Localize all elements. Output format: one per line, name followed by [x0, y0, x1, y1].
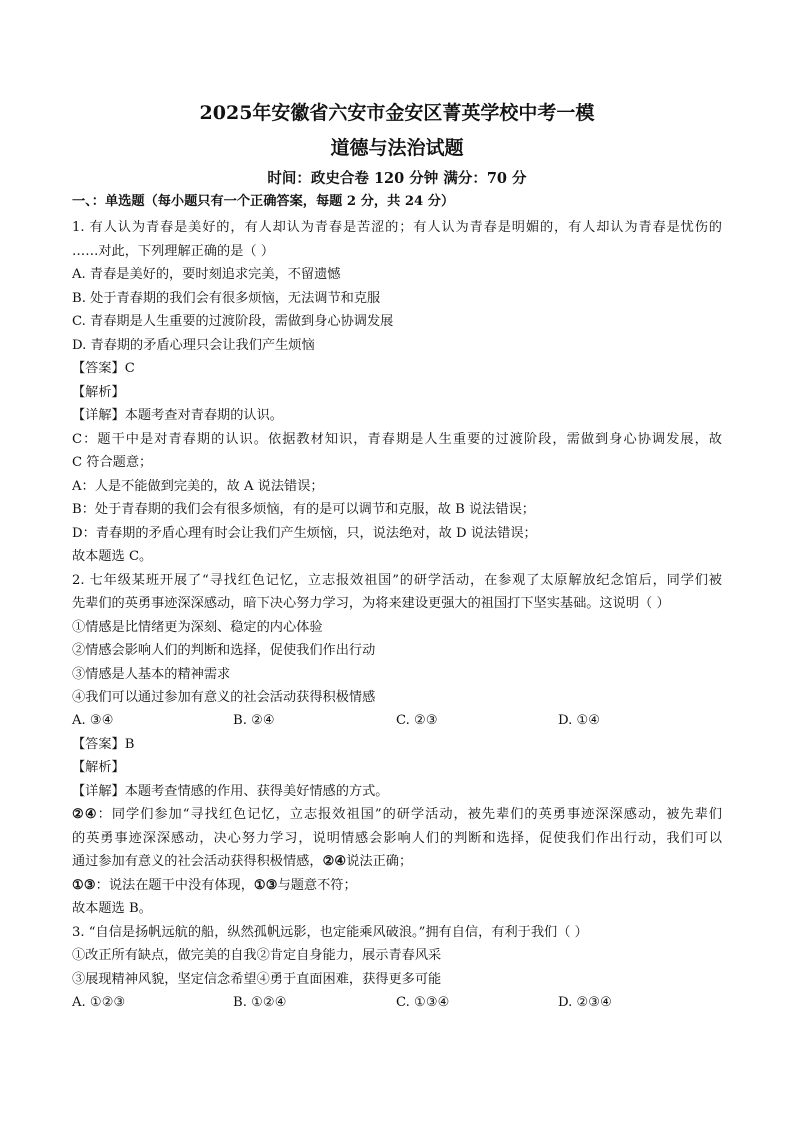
q2-statement-3: ③情感是人基本的精神需求 — [72, 667, 231, 682]
q3-statements-3-4: ③展现精神风貌，坚定信念希望④勇于直面困难，获得更多可能 — [72, 972, 442, 987]
q2-explanation-mark: ①③ — [253, 878, 278, 893]
q2-explanation-mark: ②④ — [72, 807, 98, 822]
q1-explanation-b: B：处于青春期的我们会有很多烦恼，有的是可以调节和克服，故 B 说法错误； — [72, 502, 535, 517]
q1-answer: 【答案】C — [72, 361, 135, 376]
q2-explanation-mark: ①③ — [72, 878, 96, 893]
q2-option-a: A. ③④ — [72, 713, 114, 728]
q1-option-d: D. 青春期的矛盾心理只会让我们产生烦恼 — [72, 338, 315, 353]
q3-stem: 3. “自信是扬帆远航的船，纵然孤帆远影，也定能乘风破浪。”拥有自信，有利于我们（ ） — [72, 925, 588, 940]
q2-stem-line1: 2. 七年级某班开展了“寻找红色记忆，立志报效祖国”的研学活动，在参观了太原解放纪念馆后，同学们被 — [72, 573, 722, 588]
q1-analysis-label: 【解析】 — [72, 385, 125, 400]
q2-explanation-line2: 的英勇事迹深深感动，决心努力学习，说明情感会影响人们的判断和选择，促使我们作出行动，我们可以 — [72, 831, 722, 846]
q1-explanation-d: D：青春期的矛盾心理有时会让我们产生烦恼，只，说法绝对，故 D 说法错误； — [72, 526, 537, 541]
q2-explanation-line4 — [72, 877, 722, 895]
q2-stem-line2: 先辈们的英勇事迹深深感动，暗下决心努力学习，为将来建设更强大的祖国打下坚实基础。这说明（ ） — [72, 596, 670, 611]
q3-option-c: C. ①③④ — [396, 995, 450, 1010]
q1-stem-line2: ……对此，下列理解正确的是（ ） — [72, 244, 275, 259]
q2-explanation-mark: ②④ — [322, 854, 347, 869]
q1-option-c: C. 青春期是人生重要的过渡阶段，需做到身心协调发展 — [72, 314, 394, 329]
section-heading: 一、：单选题（每小题只有一个正确答案，每题 2 分，共 24 分） — [72, 194, 455, 209]
q2-statement-1: ①情感是比情绪更为深刻、稳定的内心体验 — [72, 620, 323, 635]
q1-stem-line1: 1. 有人认为青春是美好的，有人却认为青春是苦涩的；有人认为青春是明媚的，有人却认为青春是忧伤的 — [72, 220, 722, 235]
exam-subject: 道德与法治试题 — [330, 137, 464, 159]
q1-option-a: A. 青春是美好的，要时刻追求完美，不留遗憾 — [72, 267, 341, 282]
q2-detail: 【详解】本题考查情感的作用、获得美好情感的方式。 — [72, 784, 389, 799]
q2-analysis-label: 【解析】 — [72, 760, 125, 775]
exam-title: 2025年安徽省六安市金安区菁英学校中考一模 — [199, 102, 595, 124]
q2-answer: 【答案】B — [72, 737, 135, 752]
q1-explanation-c-cont: C 符合题意； — [72, 455, 153, 470]
q2-conclusion: 故本题选 B。 — [72, 901, 152, 916]
q1-explanation-a: A：人是不能做到完美的，故 A 说法错误； — [72, 479, 324, 494]
q2-option-b: B. ②④ — [233, 713, 275, 728]
q2-statement-2: ②情感会影响人们的判断和选择，促使我们作出行动 — [72, 643, 376, 658]
q2-explanation-text: 通过参加有意义的社会活动获得积极情感， — [72, 854, 323, 869]
q2-explanation-text: ：同学们参加“寻找红色记忆，立志报效祖国”的研学活动，被先辈们的英勇事迹深深感动，被先辈们 — [97, 807, 722, 822]
q2-statement-4: ④我们可以通过参加有意义的社会活动获得积极情感 — [72, 690, 376, 705]
q3-option-d: D. ②③④ — [558, 995, 612, 1010]
q1-detail: 【详解】本题考查对青春期的认识。 — [72, 408, 283, 423]
q3-option-b: B. ①②④ — [233, 995, 287, 1010]
q1-conclusion: 故本题选 C。 — [72, 549, 153, 564]
q2-explanation-tail: 说法正确； — [346, 854, 413, 869]
q2-explanation-line3 — [72, 853, 722, 871]
q2-explanation-text: ：说法在题干中没有体现， — [95, 878, 254, 893]
exam-info: 时间：政史合卷 120 分钟 满分：70 分 — [267, 170, 527, 187]
q1-option-b: B. 处于青春期的我们会有很多烦恼，无法调节和克服 — [72, 291, 381, 306]
q3-statements-1-2: ①改正所有缺点，做完美的自我②肯定自身能力，展示青春风采 — [72, 948, 442, 963]
q2-explanation-line1 — [72, 806, 722, 824]
q3-option-a: A. ①②③ — [72, 995, 126, 1010]
q1-explanation-c: C：题干中是对青春期的认识。依据教材知识，青春期是人生重要的过渡阶段，需做到身心协调发展，故 — [72, 432, 722, 447]
q2-explanation-tail: 与题意不符； — [277, 878, 357, 893]
q2-option-d: D. ①④ — [558, 713, 601, 728]
q2-option-c: C. ②③ — [396, 713, 438, 728]
